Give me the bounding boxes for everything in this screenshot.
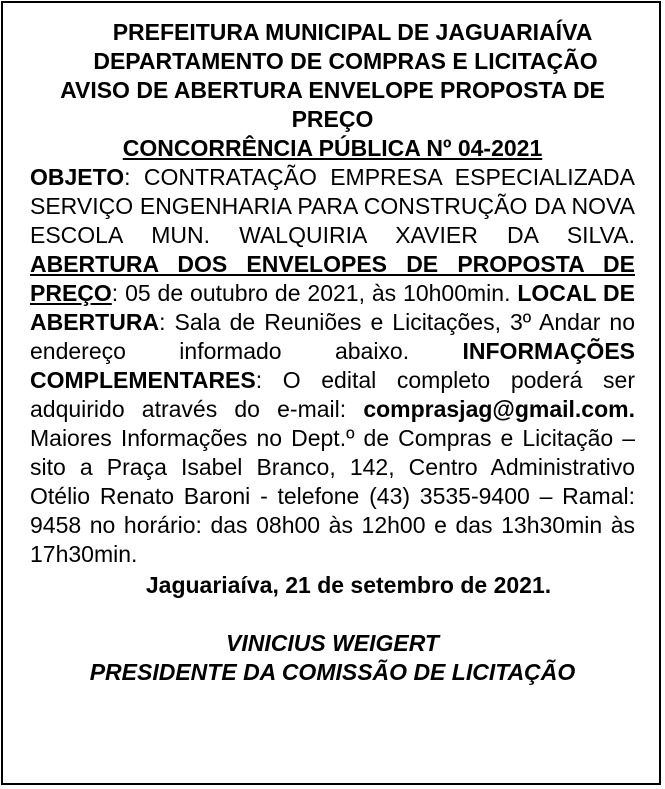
notice-date: Jaguariaíva, 21 de setembro de 2021. [145, 572, 552, 598]
objeto-label: OBJETO [30, 164, 125, 190]
header-municipality: PREFEITURA MUNICIPAL DE JAGUARIAÍVA [112, 19, 593, 45]
header-department: DEPARTAMENTO DE COMPRAS E LICITAÇÃO [93, 48, 598, 74]
local-text: : Sala de Reuniões e Licitações, 3º Andar no endereço informado abaixo. [30, 309, 635, 364]
contact-text: Maiores Informações no Dept.º de Compras e Licitação – sito a Praça Isabel Branco, 142, Centro Administrativo Otélio Renato Baroni - telefone (43) 3535-9400 – Ramal: 9458 no horário: das 08h00 às 12h00 e das 13h30min às 17h30min. [30, 425, 635, 567]
signatory-title: PRESIDENTE DA COMISSÃO DE LICITAÇÃO [89, 659, 576, 685]
process-number: CONCORRÊNCIA PÚBLICA Nº 04-2021 [122, 135, 543, 161]
notice-title: AVISO DE ABERTURA ENVELOPE PROPOSTA DE PREÇO [60, 77, 605, 132]
local-label: LOCAL DE ABERTURA [30, 280, 635, 335]
spacer [30, 600, 635, 629]
notice-body [30, 163, 635, 569]
notice-document [30, 18, 635, 687]
contact-email: comprasjag@gmail.com. [363, 396, 635, 422]
info-text: : O edital completo poderá ser adquirido através do e-mail: [30, 367, 635, 422]
abertura-text: : 05 de outubro de 2021, às 10h00min. [111, 280, 518, 306]
objeto-text: : CONTRATAÇÃO EMPRESA ESPECIALIZADA SERVIÇO ENGENHARIA PARA CONSTRUÇÃO DA NOVA ESCOLA MUN. WALQUIRIA XAVIER DA SILVA. [30, 164, 635, 248]
abertura-label: ABERTURA DOS ENVELOPES DE PROPOSTA DE PREÇO [30, 251, 635, 306]
signatory-name: VINICIUS WEIGERT [226, 630, 439, 656]
info-label: INFORMAÇÕES COMPLEMENTARES [30, 338, 635, 393]
